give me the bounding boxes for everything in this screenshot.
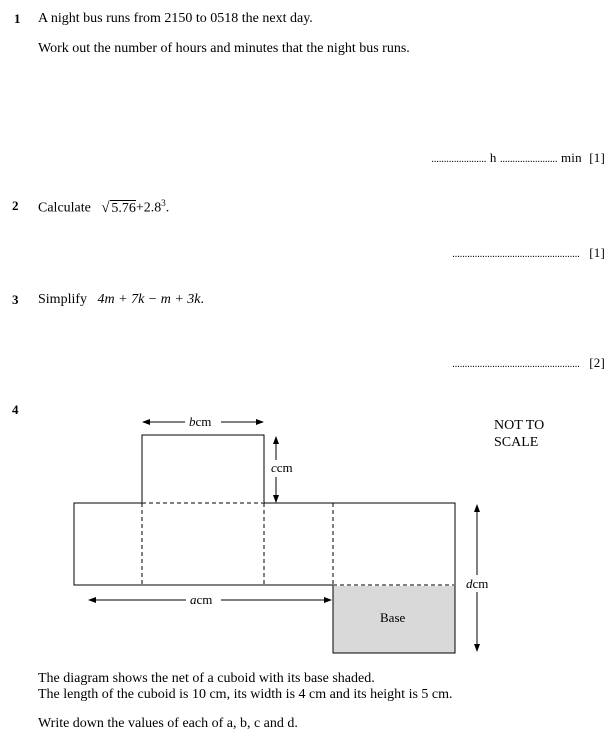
- label-d: dcm: [466, 576, 489, 591]
- answer-dots-minutes: .......................: [500, 154, 558, 165]
- question-2-end: .: [165, 200, 170, 216]
- question-3-number: 3: [12, 292, 19, 307]
- question-2-prefix: Calculate: [38, 200, 91, 216]
- question-3-prefix: Simplify: [38, 292, 88, 307]
- label-c: ccm: [271, 460, 293, 475]
- question-3-expression: 4m + 7k − m + 3k: [97, 292, 201, 307]
- top-face: [142, 435, 264, 503]
- question-2-marks: [1]: [589, 245, 605, 260]
- unit-hours: h: [489, 150, 497, 165]
- unit-minutes: min: [560, 150, 582, 165]
- question-2-exponent: 3: [161, 198, 166, 208]
- answer-dots: ...................................................: [452, 359, 580, 370]
- base-label: Base: [380, 610, 406, 625]
- not-to-scale-line-1: NOT TO: [494, 418, 545, 433]
- question-4-description-2: The length of the cuboid is 10 cm, its width is 4 cm and its height is 5 cm.: [38, 687, 453, 702]
- answer-dots-hours: ......................: [431, 154, 487, 165]
- question-2-rest: +2.8: [135, 200, 162, 216]
- question-4-instruction: Write down the values of each of a, b, c and d.: [38, 716, 298, 731]
- question-4-number: 4: [12, 402, 19, 417]
- radicand: 5.76: [111, 200, 136, 216]
- question-3-marks: [2]: [589, 355, 605, 370]
- question-4-description-1: The diagram shows the net of a cuboid with its base shaded.: [38, 671, 375, 686]
- not-to-scale-line-2: SCALE: [494, 435, 539, 450]
- radical-sign-icon: √: [101, 199, 110, 216]
- label-b: bcm: [189, 414, 212, 429]
- question-1-line-1: A night bus runs from 2150 to 0518 the next day.: [38, 11, 313, 26]
- question-1-number: 1: [14, 11, 21, 26]
- question-3-end: .: [200, 292, 205, 307]
- question-1-marks: [1]: [589, 150, 605, 165]
- label-a: acm: [190, 592, 213, 607]
- question-1-line-2: Work out the number of hours and minutes that the night bus runs.: [38, 41, 410, 56]
- question-2-number: 2: [12, 198, 19, 213]
- side-faces-strip: [74, 503, 455, 585]
- answer-dots: ...................................................: [452, 249, 580, 260]
